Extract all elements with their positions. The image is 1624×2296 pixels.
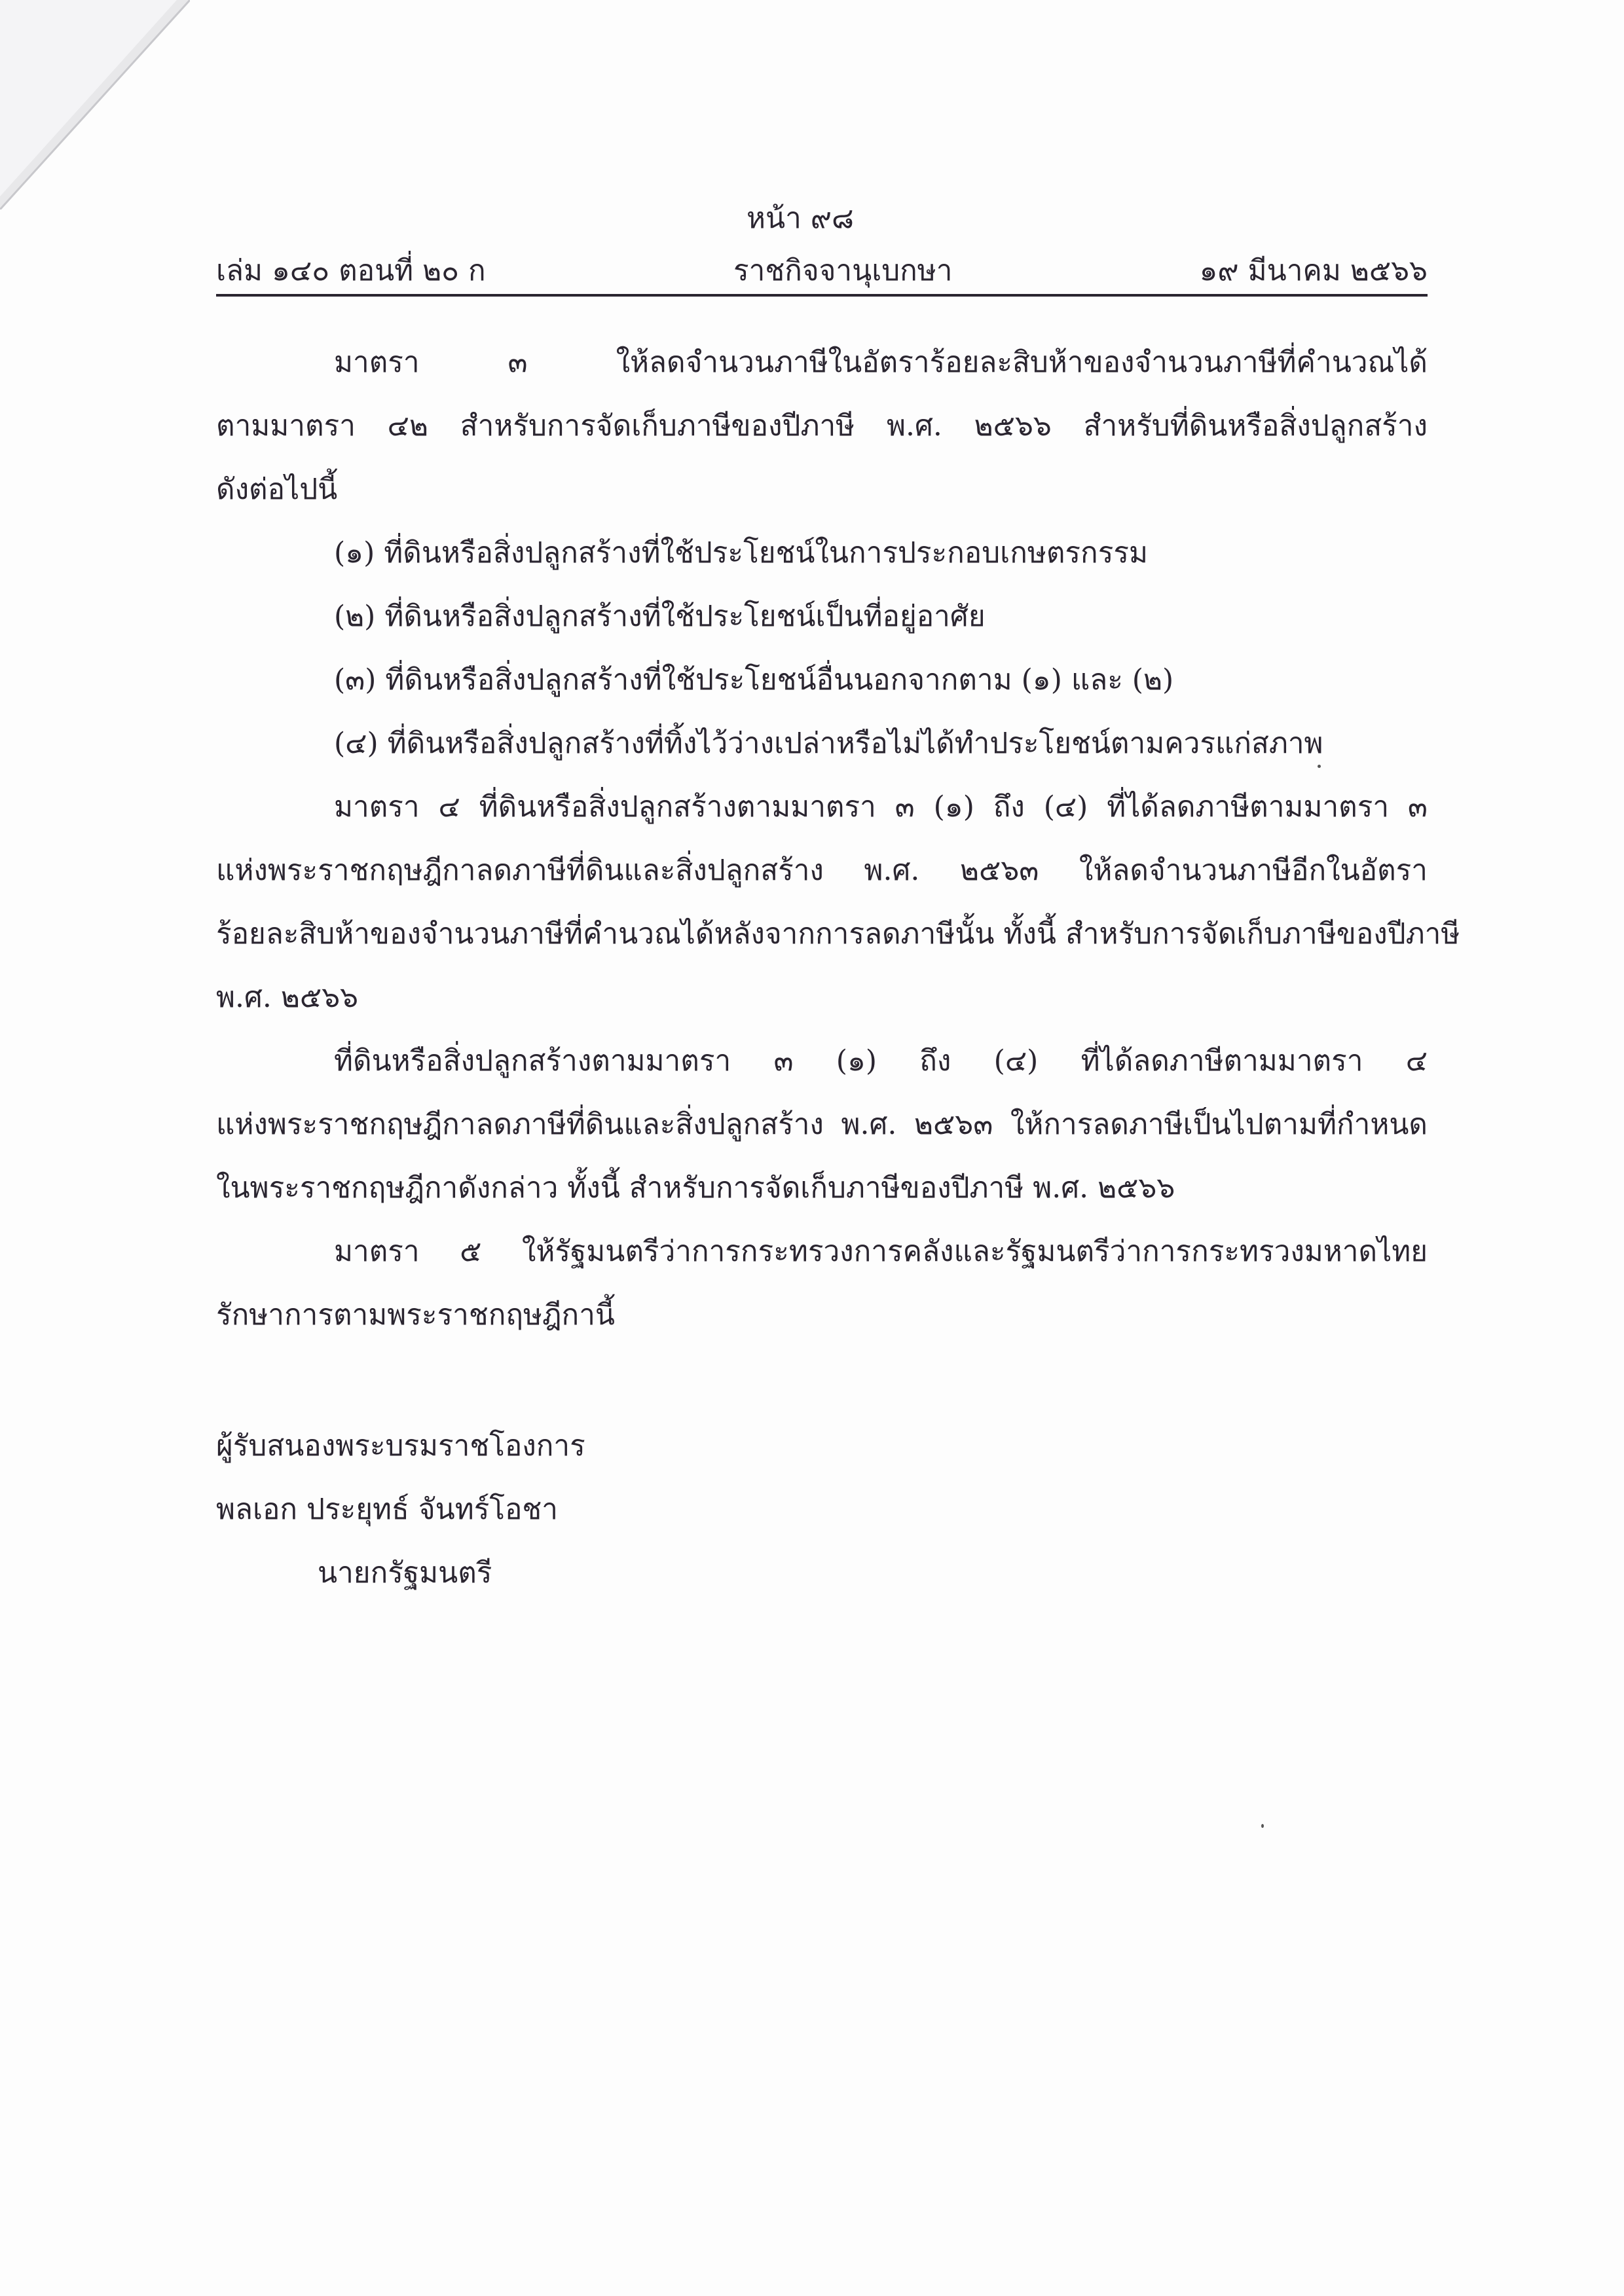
section-3-line: มาตรา ๓ ให้ลดจำนวนภาษีในอัตราร้อยละสิบห้าของจำนวนภาษีที่คำนวณได้ [334, 346, 1428, 379]
section-4-line: ที่ดินหรือสิ่งปลูกสร้างตามมาตรา ๓ (๑) ถึง (๔) ที่ได้ลดภาษีตามมาตรา ๔ [334, 1044, 1428, 1078]
signature-block [216, 1414, 871, 1605]
scan-speck [1318, 765, 1321, 768]
volume-issue: เล่ม ๑๔๐ ตอนที่ ๒๐ ก [216, 254, 486, 287]
section-3-item: (๑) ที่ดินหรือสิ่งปลูกสร้างที่ใช้ประโยชน์ในการประกอบเกษตรกรรม [334, 536, 1148, 570]
publication-date: ๑๙ มีนาคม ๒๕๖๖ [1199, 254, 1428, 287]
section-3-line: ดังต่อไปนี้ [216, 473, 338, 506]
section-3-line: ตามมาตรา ๔๒ สำหรับการจัดเก็บภาษีของปีภาษี พ.ศ. ๒๕๖๖ สำหรับที่ดินหรือสิ่งปลูกสร้าง [216, 409, 1428, 443]
signatory-name: พลเอก ประยุทธ์ จันทร์โอชา [216, 1493, 559, 1526]
signatory-title: นายกรัฐมนตรี [318, 1556, 492, 1590]
section-3-item: (๓) ที่ดินหรือสิ่งปลูกสร้างที่ใช้ประโยชน์อื่นนอกจากตาม (๑) และ (๒) [334, 663, 1174, 697]
section-4-line: ในพระราชกฤษฎีกาดังกล่าว ทั้งนี้ สำหรับการจัดเก็บภาษีของปีภาษี พ.ศ. ๒๕๖๖ [216, 1171, 1175, 1205]
section-5-line: มาตรา ๕ ให้รัฐมนตรีว่าการกระทรวงการคลังและรัฐมนตรีว่าการกระทรวงมหาดไทย [334, 1235, 1428, 1268]
section-4-line: มาตรา ๔ ที่ดินหรือสิ่งปลูกสร้างตามมาตรา ๓ (๑) ถึง (๔) ที่ได้ลดภาษีตามมาตรา ๓ [334, 790, 1428, 824]
section-4-line: พ.ศ. ๒๕๖๖ [216, 981, 359, 1014]
section-4-line: แห่งพระราชกฤษฎีกาลดภาษีที่ดินและสิ่งปลูกสร้าง พ.ศ. ๒๕๖๓ ให้ลดจำนวนภาษีอีกในอัตรา [216, 854, 1428, 887]
decree-body [216, 331, 1460, 1347]
page-number: หน้า ๙๘ [747, 202, 854, 235]
section-3-item: (๒) ที่ดินหรือสิ่งปลูกสร้างที่ใช้ประโยชน์เป็นที่อยู่อาศัย [334, 600, 986, 633]
header-divider [216, 294, 1428, 297]
section-3-item: (๔) ที่ดินหรือสิ่งปลูกสร้างที่ทิ้งไว้ว่างเปล่าหรือไม่ได้ทำประโยชน์ตามควรแก่สภาพ [334, 727, 1323, 760]
publication-name: ราชกิจจานุเบกษา [733, 254, 953, 287]
countersign-label: ผู้รับสนองพระบรมราชโองการ [216, 1429, 585, 1463]
scan-speck [1261, 1824, 1264, 1828]
folded-corner-mark [0, 0, 190, 210]
section-4-line: ร้อยละสิบห้าของจำนวนภาษีที่คำนวณได้หลังจากการลดภาษีนั้น ทั้งนี้ สำหรับการจัดเก็บภาษีของปีภาษี [216, 917, 1460, 951]
section-5-line: รักษาการตามพระราชกฤษฎีกานี้ [216, 1298, 615, 1332]
gazette-header [216, 247, 1428, 287]
section-4-line: แห่งพระราชกฤษฎีกาลดภาษีที่ดินและสิ่งปลูกสร้าง พ.ศ. ๒๕๖๓ ให้การลดภาษีเป็นไปตามที่กำหนด [216, 1108, 1428, 1141]
